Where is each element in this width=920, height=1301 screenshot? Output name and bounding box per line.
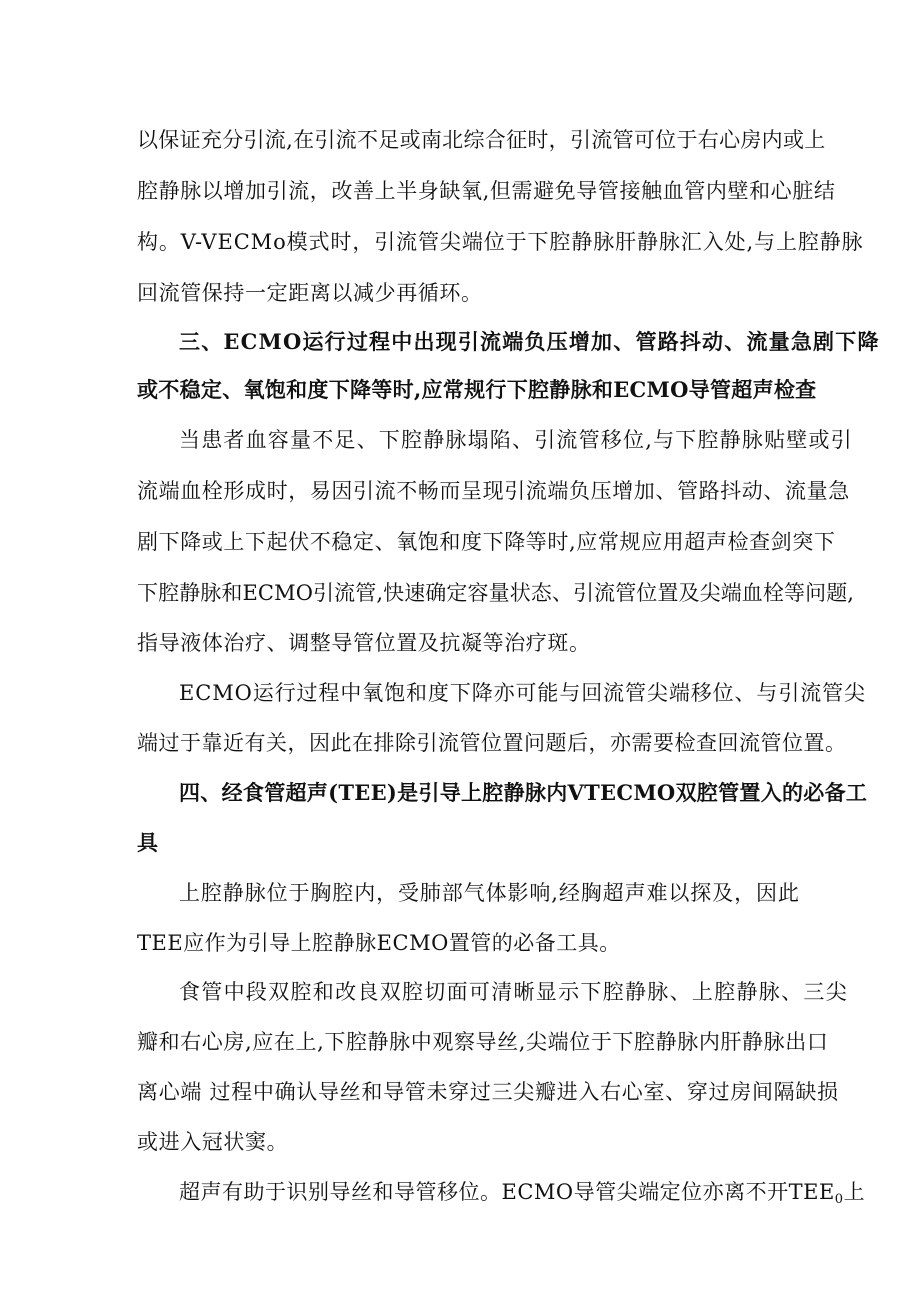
section-heading-4: 四、经食管超声(TEE)是引导上腔静脉内VTECMO双腔管置入的必备工 xyxy=(179,780,868,805)
paragraph-line: 或进入冠状窦。 xyxy=(137,1130,289,1154)
paragraph-line xyxy=(179,1178,865,1206)
section-heading-3: 三、ECMO运行过程中出现引流端负压增加、管路抖动、流量急剧下降 xyxy=(179,329,880,354)
paragraph-line: 食管中段双腔和改良双腔切面可清晰显示下腔静脉、上腔静脉、三尖 xyxy=(179,980,848,1004)
paragraph-line: 指导液体治疗、调整导管位置及抗凝等治疗斑。 xyxy=(137,631,591,655)
paragraph-line: 腔静脉以增加引流，改善上半身缺氧,但需避免导管接触血管内壁和心脏结 xyxy=(137,179,836,203)
paragraph-line: 下腔静脉和ECMO引流管,快速确定容量状态、引流管位置及尖端血栓等问题, xyxy=(137,581,855,605)
section-heading-4: 具 xyxy=(137,830,158,855)
paragraph-line: 构。V-VECMo模式时，引流管尖端位于下腔静脉肝静脉汇入处,与上腔静脉 xyxy=(137,230,864,254)
paragraph-line: 上腔静脉位于胸腔内，受肺部气体影响,经胸超声难以探及，因此 xyxy=(179,881,800,905)
paragraph-text: 超声有助于识别导丝和导管移位。ECMO导管尖端定位亦离不开TEE xyxy=(179,1180,835,1204)
paragraph-line: 以保证充分引流,在引流不足或南北综合征时，引流管可位于右心房内或上 xyxy=(137,128,826,152)
paragraph-line: 剧下降或上下起伏不稳定、氧饱和度下降等时,应常规应用超声检查剑突下 xyxy=(137,530,836,554)
paragraph-line: 当患者血容量不足、下腔静脉塌陷、引流管移位,与下腔静脉贴壁或引 xyxy=(179,428,853,452)
section-heading-3: 或不稳定、氧饱和度下降等时,应常规行下腔静脉和ECMO导管超声检查 xyxy=(137,377,817,402)
paragraph-line: 回流管保持一定距离以减少再循环。 xyxy=(137,281,483,305)
paragraph-line: ECMO运行过程中氧饱和度下降亦可能与回流管尖端移位、与引流管尖 xyxy=(179,681,866,705)
subscript-text: 0 xyxy=(834,1192,844,1207)
paragraph-line: 流端血栓形成时，易因引流不畅而呈现引流端负压增加、管路抖动、流量急 xyxy=(137,479,850,503)
paragraph-line: 瓣和右心房,应在上,下腔静脉中观察导丝,尖端位于下腔静脉内肝静脉出口 xyxy=(137,1030,829,1054)
paragraph-text: 上 xyxy=(843,1180,866,1204)
paragraph-line: 离心端 过程中确认导丝和导管未穿过三尖瓣进入右心室、穿过房间隔缺损 xyxy=(137,1080,839,1104)
paragraph-line: 端过于靠近有关，因此在排除引流管位置问题后，亦需要检查回流管位置。 xyxy=(137,731,847,755)
paragraph-line: TEE应作为引导上腔静脉ECMO置管的必备工具。 xyxy=(137,931,621,955)
